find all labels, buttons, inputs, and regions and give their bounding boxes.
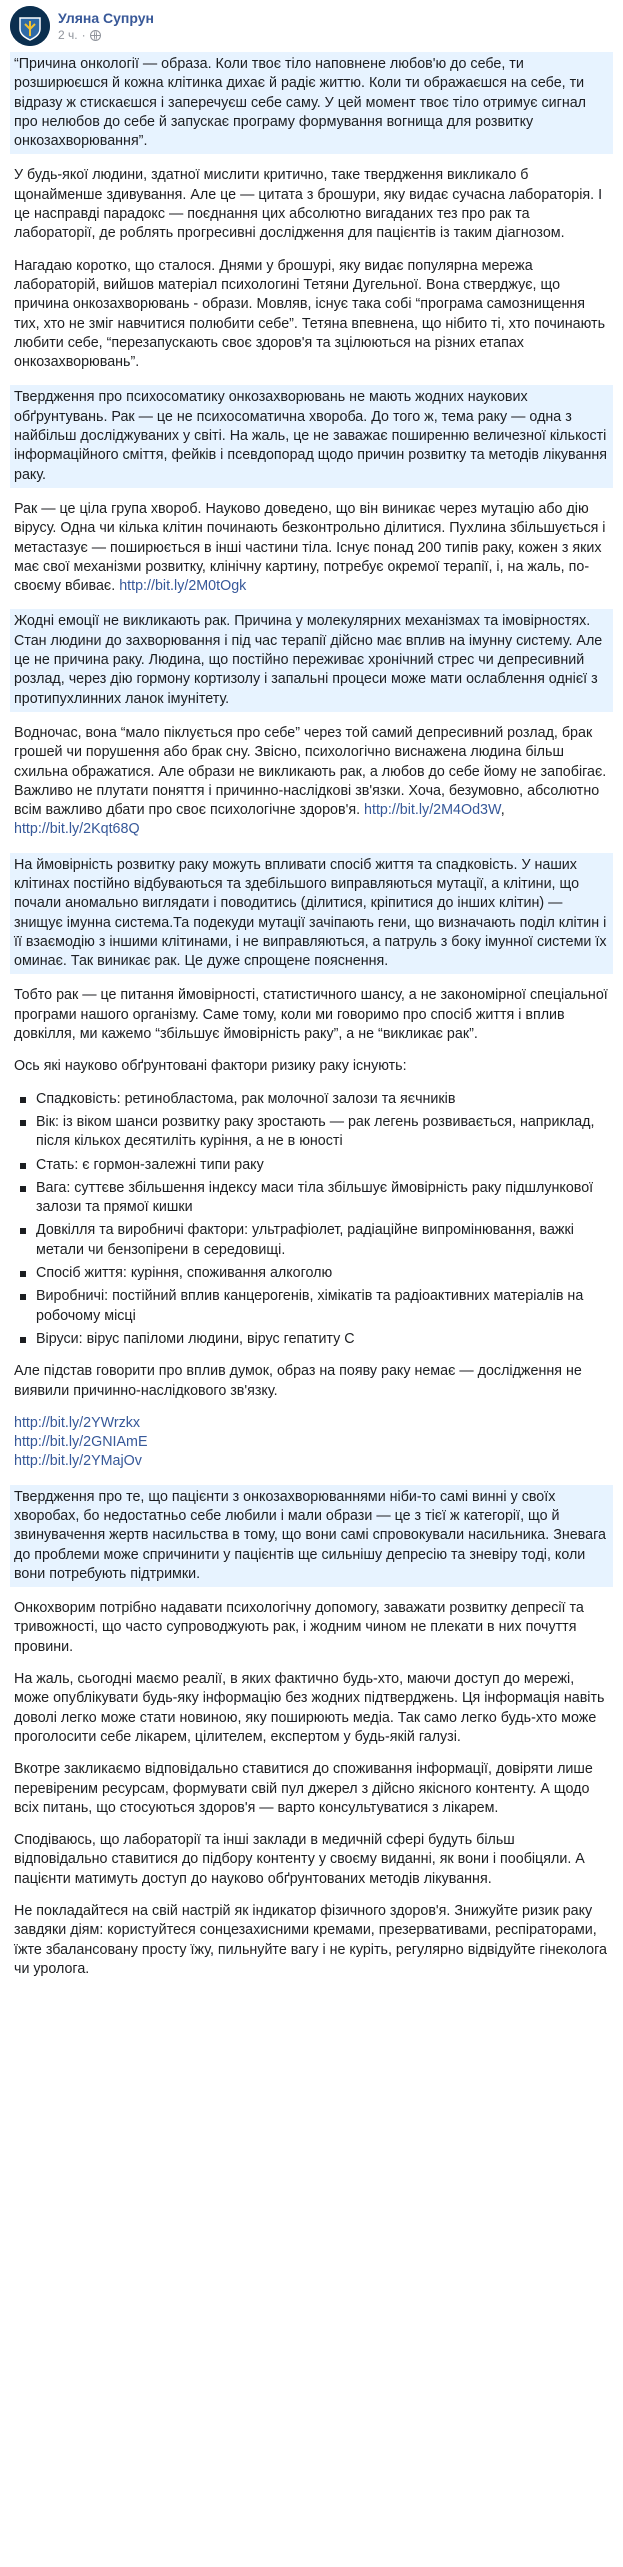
bullet-icon [20,1228,26,1234]
paragraph [10,1670,613,1747]
post-header [10,0,613,50]
source-link[interactable]: http://bit.ly/2Kqt68Q [14,821,140,838]
highlighted-paragraph [10,385,613,487]
post-content [10,50,613,1979]
paragraph [10,1902,613,1979]
highlighted-paragraph [10,609,613,711]
post-meta [58,9,154,43]
timestamp[interactable]: 2 ч. [58,28,78,42]
list-item-text: Вага: суттєве збільшення індексу маси тіла збільшує ймовірність раку підшлункової залози та прямої кишки [36,1179,594,1216]
paragraph [10,1760,613,1818]
paragraph-text: На жаль, сьогодні маємо реалії, в яких фактично будь-хто, маючи доступ до мережі, може опублікувати будь-яку інформацію без жодних підтверджень. Ця інформація навіть доволі легко може стати новиною, яку поширюють медіа. Так само легко будь-хто може проголосити себе лікарем, цілителем, експертом у будь-якій галузі. [14,1671,605,1745]
link-separator: , [500,802,505,819]
list-item-text: Спосіб життя: куріння, споживання алкоголю [36,1265,333,1282]
globe-icon[interactable] [90,30,101,41]
list-item-text: Спадковість: ретинобластома, рак молочної залози та яєчників [36,1090,456,1107]
paragraph-text: Вкотре закликаємо відповідально ставитися до споживання інформації, довіряти лише перевіреним ресурсам, формувати свій пул джерел з дійсно якісного контенту. А щодо всіх питань, що стосуються здоров'я — варто консультуватися з лікарем. [14,1761,593,1816]
bullet-icon [20,1337,26,1343]
paragraph [10,1057,613,1076]
list-item-text: Довкілля та виробничі фактори: ультрафіолет, радіаційне випромінювання, важкі метали чи бензопірени в середовищі. [36,1222,574,1258]
source-link[interactable]: http://bit.ly/2M4Od3W [364,802,501,819]
paragraph-text: Сподіваюсь, що лабораторії та інші заклади в медичній сфері будуть більш відповідально ставитися до підбору контенту у своєму виданні, як вони і пообіцяли. А пацієнти матимуть доступ до науково обґрунтованих методів лікування. [14,1832,585,1887]
paragraph-text: У будь-якої людини, здатної мислити критично, таке твердження викликало б щонайменше здивування. Але це — цитата з брошури, яку видає сучасна лабораторія. І це насправді парадокс — поєднання цих абсолютно вигаданих тез про рак та лабораторії, де роблять прогресивні дослідження для пацієнтів із таким діагнозом. [14,167,603,242]
list-item [14,1330,609,1349]
paragraph-text: Тобто рак — це питання ймовірності, статистичного шансу, а не закономірної спеціальної програми нашого організму. Саме тому, коли ми говоримо про спосіб життя і вплив довкілля, ми кажемо “збільшує ймовірність раку”, а не “викликає рак”. [14,987,608,1043]
source-link[interactable]: http://bit.ly/2GNIAmE [14,1434,148,1451]
separator-dot: · [81,28,86,42]
author-name[interactable]: Уляна Супрун [58,10,154,26]
paragraph [10,724,613,840]
paragraph-text: Твердження про те, що пацієнти з онкозахворюваннями ніби-то самі винні у своїх хворобах, бо недостатньо себе любили і мали образи — це з тієї ж категорії, що й звинувачення жертв насильства в тому, що вони самі спровокували насильника. Зневага до проблеми може спричинити у пацієнтів ще сильнішу депресію та зневіру тоді, коли вони потребують підтримки. [14,1488,606,1582]
list-item [14,1113,609,1152]
avatar-logo-icon [13,9,47,43]
list-item-text: Виробничі: постійний вплив канцерогенів, хімікатів та радіоактивних матеріалів на робочому місці [36,1288,584,1324]
links-block [10,1414,613,1472]
list-item [14,1287,609,1326]
list-item-text: Віруси: вірус папіломи людини, вірус гепатиту С [36,1330,355,1347]
paragraph-text: Жодні емоції не викликають рак. Причина у молекулярних механізмах та імовірностях. Стан людини до захворювання і під час терапії дійсно має вплив на імунну систему. Але це не причина раку. Людина, що постійно переживає хронічний стрес чи депресивний розлад, через дію гормону кортизолу і запальні процеси може мати ослаблення однієї з протипухлинних ланок імунітету. [14,613,603,707]
bullet-icon [20,1120,26,1126]
list-item [14,1179,609,1218]
paragraph-text: Твердження про психосоматику онкозахворювань не мають жодних наукових обґрунтувань. Рак — це не психосоматична хвороба. До того ж, тема раку — одна з найбільш досліджуваних у світі. На жаль, це не заважає поширенню величезної кількості інформаційного сміття, фейків і псевдопорад щодо причин розвитку та методів лікування раку. [14,389,607,483]
list-item [14,1156,609,1175]
paragraph [10,986,613,1044]
highlighted-paragraph [10,1485,613,1587]
list-item [14,1221,609,1260]
source-link[interactable]: http://bit.ly/2YMajOv [14,1453,142,1470]
paragraph-text: На ймовірність розвитку раку можуть впливати спосіб життя та спадковість. У наших клітинах постійно відбуваються та здебільшого виправляються мутації, а клітини, що почали аномально виглядати і поводитись (ділитися, кріпитися до інших клітин) — знищує імунна система.Та подекуди мутації зачіпають гени, що визначають поділ клітин і її взаємодію з іншими клітинами, і не виправляються, а патруль з боку імунної системи їх оминає. Так виникає рак. Це дуже спрощене пояснення. [14,856,607,970]
highlighted-paragraph [10,52,613,154]
list-item-text: Вік: із віком шанси розвитку раку зростають — рак легень розвивається, наприклад, після кількох десятиліть куріння, а не в юності [36,1113,595,1150]
paragraph [10,1831,613,1889]
bullet-icon [20,1271,26,1277]
paragraph [10,500,613,596]
bullet-icon [20,1163,26,1169]
paragraph-text: “Причина онкології — образа. Коли твоє тіло наповнене любов'ю до себе, ти розширюєшся й кожна клітинка дихає й радіє життю. Коли ти ображаєшся на себе, ти відразу ж стискаєшся і заперечуєш себе саму. У цей момент твоє тіло отримує сигнал про нелюбов до себе й запускає програму формування вогнища для розвитку онкозахворювання”. [14,56,587,150]
paragraph-text: Водночас, вона “мало піклується про себе” через той самий депресивний розлад, брак грошей чи порушення або брак сну. Звісно, психологічно виснажена людина більш схильна ображатися. Але образи не викликають рак, а любов до себе йому не запобігає. Важливо не плутати поняття і причинно-наслідкові зв'язки. Хоча, безумовно, абсолютно всім важливо дбати про своє психологічне здоров'я. [14,724,607,819]
avatar[interactable] [10,6,50,46]
paragraph-text: Не покладайтеся на свій настрій як індикатор фізичного здоров'я. Знижуйте ризик раку завдяки діям: користуйтеся сонцезахисними кремами, презервативами, респіраторами, їжте збалансовану просту їжу, пильнуйте вагу і не куріть, регулярно відвідуйте гінеколога чи уролога. [14,1903,607,1977]
list-item [14,1264,609,1283]
bullet-icon [20,1294,26,1300]
highlighted-paragraph [10,853,613,975]
paragraph [10,1362,613,1401]
source-link[interactable]: http://bit.ly/2YWrzkx [14,1414,141,1431]
paragraph [10,166,613,243]
source-link[interactable]: http://bit.ly/2M0tOgk [119,578,247,595]
paragraph [10,1599,613,1657]
paragraph-text: Онкохворим потрібно надавати психологічну допомогу, заважати розвитку депресії та тривожності, що часто супроводжують рак, і жодним чином не плекати в них почуття провини. [14,1600,584,1655]
timestamp-row [58,27,154,43]
list-item-text: Стать: є гормон-залежні типи раку [36,1156,264,1173]
list-item [14,1090,609,1109]
bullet-icon [20,1186,26,1192]
paragraph [10,257,613,373]
paragraph-text: Але підстав говорити про вплив думок, образ на появу раку немає — дослідження не виявили причинно-наслідкового зв'язку. [14,1363,582,1399]
paragraph-text: Ось які науково обґрунтовані фактори ризику раку існують: [14,1058,407,1075]
paragraph-text: Рак — це ціла група хвороб. Науково доведено, що він виникає через мутацію або дію вірусу. Одна чи кілька клітин починають безконтрольно ділитися. Пухлина збільшується і метастазує — поширюється в інші частини тіла. Існує понад 200 типів раку, кожен з яких має свої механізми розвитку, клінічну картину, потребує окремої терапії, і, на жаль, по-своєму вбиває. [14,500,606,595]
risk-factor-list [10,1090,613,1350]
bullet-icon [20,1097,26,1103]
paragraph-text: Нагадаю коротко, що сталося. Днями у брошурі, яку видає популярна мережа лабораторій, вийшов матеріал психологині Тетяни Дугельної. Вона стверджує, що причина онкозахворювань - образи. Мовляв, існує така собі “програма самознищення тих, хто не зміг навчитися полюбити себе”. Тетяна впевнена, що нібито ті, хто починають любити себе, “перезапускають своє здоров'я та зцілюються на різних етапах онкозахворювань”. [14,257,606,371]
